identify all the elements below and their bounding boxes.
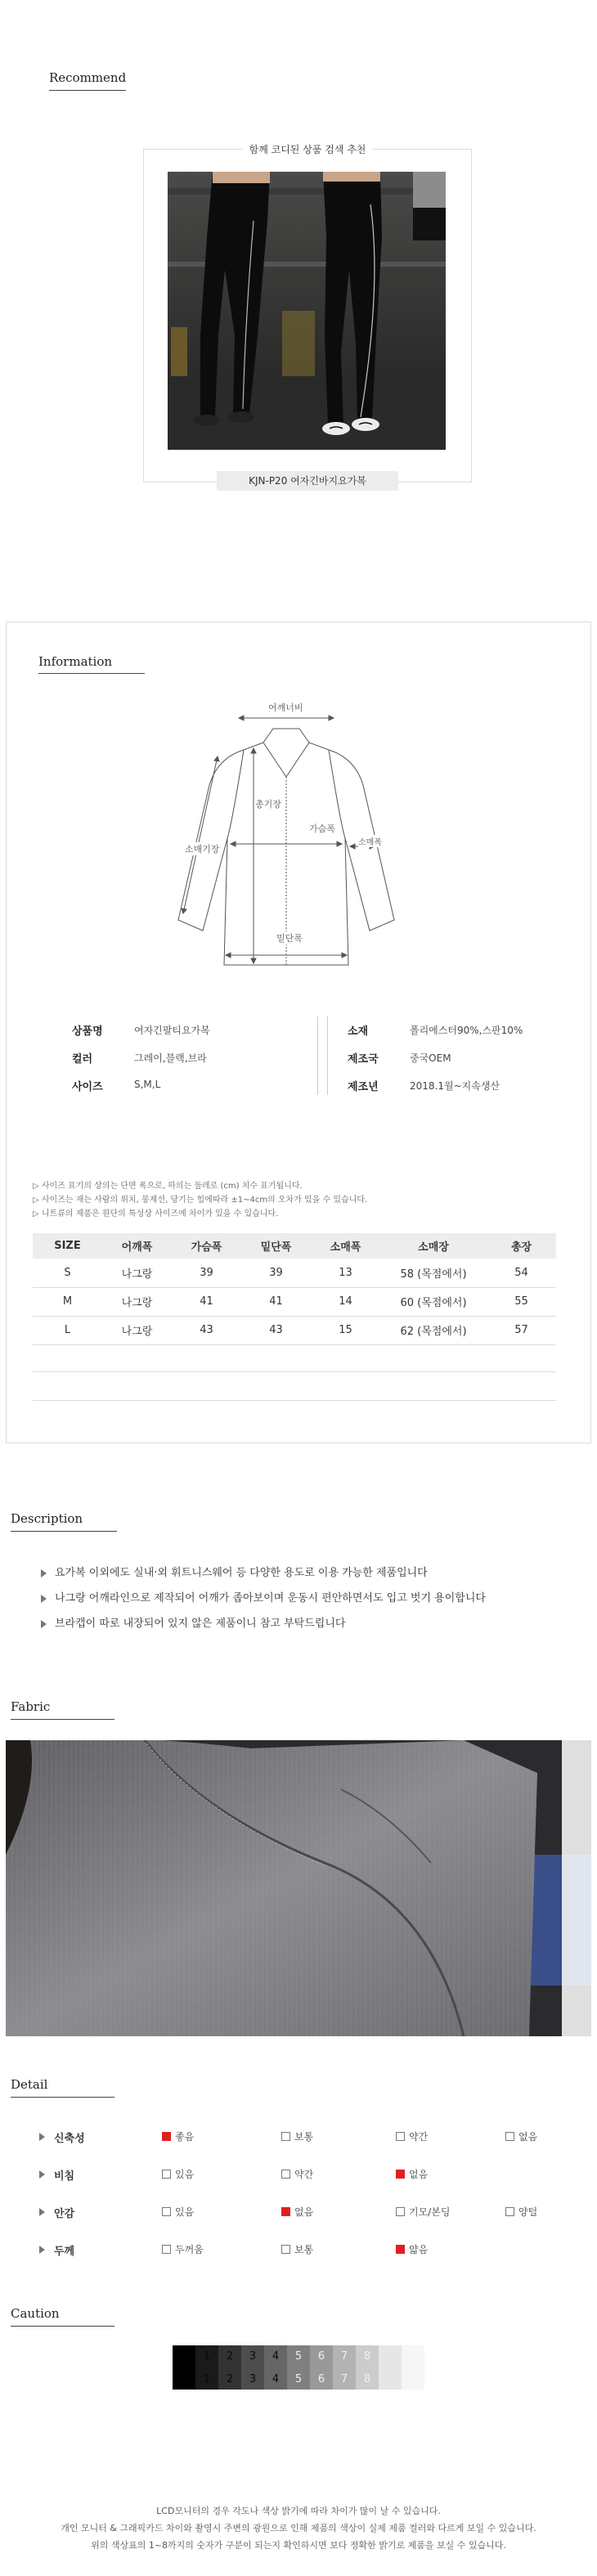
spec-value: 폴리에스터90%,스판10% [410,1025,523,1036]
brightness-swatch [195,2345,218,2390]
option-none[interactable]: 없음 [505,2129,537,2143]
checkbox-icon [162,2207,171,2216]
spec-value: S,M,L [134,1079,161,1090]
size-table-header [33,1233,556,1259]
caution-line: 위의 색상표의 1~8까지의 숫자가 구분이 되는지 확인하시면 보다 정확한 밝기로 제품을 보실 수 있습니다. [91,2540,506,2551]
col-chest: 가슴폭 [172,1233,241,1259]
option-wool[interactable]: 양털 [505,2205,537,2219]
checkbox-checked-icon [396,2245,405,2254]
option-good[interactable]: 좋음 [162,2129,194,2143]
checkbox-checked-icon [396,2170,405,2179]
caution-underline [11,2326,114,2327]
brightness-swatch [241,2345,264,2390]
table-cell: 나그랑 [102,1259,172,1287]
checkbox-checked-icon [281,2207,290,2216]
spec-label: 제조년 [348,1081,379,1093]
spec-label: 소재 [348,1025,369,1038]
brightness-swatch [356,2345,379,2390]
bullet-arrow-icon [39,2208,45,2216]
checkbox-icon [396,2207,405,2216]
swatch-number: 8 [363,2373,371,2385]
bullet-arrow-icon [41,1569,47,1577]
option-none[interactable]: 없음 [396,2167,428,2181]
brightness-swatch [173,2345,195,2390]
information-underline [38,673,145,674]
col-shoulder: 어깨폭 [102,1233,172,1259]
detail-row-transparency [39,2167,563,2182]
size-table [33,1233,556,1345]
description-title: Description [11,1511,83,1526]
table-cell: S [33,1259,102,1287]
swatch-number: 2 [226,2350,234,2363]
bullet-arrow-icon [39,2170,45,2179]
bullet-arrow-icon [39,2133,45,2141]
col-total-length: 총장 [487,1233,556,1259]
swatch-number: 1 [203,2350,211,2363]
fabric-title: Fabric [11,1699,51,1714]
option-none[interactable]: 없음 [281,2205,313,2219]
table-cell: 43 [241,1316,311,1344]
fabric-closeup-photo [6,1740,591,2036]
spec-value: 중국OEM [410,1052,451,1064]
recommend-underline [49,90,126,91]
col-sleeve-length: 소매장 [380,1233,487,1259]
diagram-label-sleeve-width: 소매폭 [358,835,382,847]
brightness-swatch [402,2345,424,2390]
table-cell: 60 (목점에서) [380,1287,487,1316]
detail-row-lining [39,2205,563,2219]
brightness-swatch [264,2345,287,2390]
checkbox-icon [162,2245,171,2254]
table-cell: 58 (목점에서) [380,1259,487,1287]
col-size: SIZE [33,1233,102,1259]
brightness-swatch [218,2345,241,2390]
detail-row-label: 두께 [54,2246,75,2258]
table-row [33,1316,556,1344]
caution-line: LCD모니터의 경우 각도나 색상 밝기에 따라 차이가 많이 날 수 있습니다. [156,2506,441,2516]
checkbox-icon [505,2132,514,2141]
table-cell: 41 [172,1287,241,1316]
swatch-number: 7 [340,2373,348,2385]
spec-value: 그레이,블랙,브라 [134,1052,207,1064]
swatch-number: 1 [203,2373,211,2385]
swatch-number: 4 [272,2350,280,2363]
swatch-number: 6 [317,2373,325,2385]
diagram-label-shoulder: 어깨너비 [268,702,303,713]
description-item: 나그랑 어깨라인으로 제작되어 어깨가 좁아보이며 운동시 편안하면서도 입고 벗기 용이합니다 [41,1589,486,1604]
spec-divider [327,1016,328,1095]
table-cell: 나그랑 [102,1287,172,1316]
caution-line: 개인 모니터 & 그래픽카드 차이와 촬영시 주변의 광원으로 인해 제품의 색상이 실제 제품 컬러와 다르게 보일 수 있습니다. [61,2523,536,2533]
table-cell: 43 [172,1316,241,1344]
spec-value: 여자긴팔티요가복 [134,1025,210,1036]
swatch-number: 7 [340,2350,348,2363]
brightness-swatch [333,2345,356,2390]
caution-notes [33,2502,564,2554]
caution-title: Caution [11,2306,60,2321]
bullet-arrow-icon [41,1620,47,1628]
spec-label: 제조국 [348,1053,379,1066]
table-row [33,1259,556,1287]
option-yes[interactable]: 있음 [162,2167,194,2181]
table-cell: 14 [311,1287,380,1316]
table-cell: 15 [311,1316,380,1344]
spec-label: 상품명 [72,1025,103,1038]
brightness-swatch [310,2345,333,2390]
option-thin[interactable]: 얇음 [396,2242,428,2256]
swatch-number: 2 [226,2373,234,2385]
option-normal[interactable]: 보통 [281,2242,313,2256]
checkbox-icon [281,2245,290,2254]
diagram-label-sleeve-length: 소매기장 [185,844,220,855]
recommend-product-photo[interactable] [168,172,446,450]
table-cell: 55 [487,1287,556,1316]
diagram-label-length: 총기장 [255,799,281,810]
description-item: 브라캡이 따로 내장되어 있지 않은 제품이니 참고 부탁드립니다 [41,1614,345,1630]
table-cell: L [33,1316,102,1344]
size-notes [33,1179,367,1221]
checkbox-icon [162,2170,171,2179]
checkbox-icon [396,2132,405,2141]
table-cell: 54 [487,1259,556,1287]
swatch-number: 6 [317,2350,325,2363]
spec-label: 컬러 [72,1053,93,1066]
table-empty-row [33,1371,556,1372]
table-cell: 13 [311,1259,380,1287]
detail-row-thickness [39,2242,563,2257]
table-cell: 나그랑 [102,1316,172,1344]
recommend-caption: 함께 코디된 상품 검색 추천 [143,142,472,156]
swatch-number: 3 [249,2350,257,2363]
option-thick[interactable]: 두꺼움 [162,2242,204,2256]
swatch-number: 5 [294,2350,303,2363]
detail-row-label: 신축성 [54,2133,85,2145]
checkbox-icon [281,2170,290,2179]
col-sleeve-width: 소매폭 [311,1233,380,1259]
table-cell: 62 (목점에서) [380,1316,487,1344]
swatch-number: 4 [272,2373,280,2385]
recommend-product-label[interactable]: KJN-P20 여자긴바지요가복 [217,471,398,491]
diagram-label-chest: 가슴폭 [309,824,335,834]
option-yes[interactable]: 있음 [162,2205,194,2219]
spec-value: 2018.1월~지속생산 [410,1080,500,1092]
table-empty-row [33,1400,556,1401]
option-normal[interactable]: 보통 [281,2129,313,2143]
table-row [33,1287,556,1316]
table-cell: 39 [241,1259,311,1287]
table-cell: 39 [172,1259,241,1287]
table-cell: 57 [487,1316,556,1344]
checkbox-icon [505,2207,514,2216]
detail-underline [11,2097,114,2098]
option-fleece-bonding[interactable]: 기모/본딩 [396,2205,450,2219]
detail-row-stretch [39,2129,563,2144]
col-hem: 밑단폭 [241,1233,311,1259]
size-note: ▷ 사이즈 표기의 상의는 단면 폭으로, 하의는 둘레로 (cm) 치수 표기됩니다. [33,1182,303,1191]
table-cell: 41 [241,1287,311,1316]
checkbox-checked-icon [162,2132,171,2141]
size-diagram [164,699,409,977]
swatch-number: 8 [363,2350,371,2363]
bullet-arrow-icon [39,2246,45,2254]
brightness-swatch-strip [173,2345,424,2390]
detail-title: Detail [11,2077,48,2092]
spec-label: 사이즈 [72,1081,103,1093]
size-note: ▷ 사이즈는 재는 사람의 위치, 봉제선, 당기는 힘에따라 ±1~4cm의 오차가 있을 수 있습니다. [33,1196,368,1205]
description-item: 요가복 이외에도 실내·외 휘트니스웨어 등 다양한 용도로 이용 가능한 제품입니다 [41,1564,428,1579]
detail-row-label: 안감 [54,2208,75,2220]
size-note: ▷ 니트류의 제품은 원단의 특성상 사이즈에 차이가 있을 수 있습니다. [33,1209,279,1218]
table-cell: M [33,1287,102,1316]
diagram-label-hem: 밑단폭 [276,933,303,944]
brightness-swatch [379,2345,402,2390]
fabric-underline [11,1719,114,1720]
swatch-number: 5 [294,2373,303,2385]
option-slight[interactable]: 약간 [281,2167,313,2181]
spec-divider [317,1016,318,1095]
brightness-swatch [287,2345,310,2390]
information-title: Information [38,654,113,669]
checkbox-icon [281,2132,290,2141]
recommend-title: Recommend [49,70,127,85]
bullet-arrow-icon [41,1595,47,1603]
detail-row-label: 비침 [54,2170,75,2183]
option-slight[interactable]: 약간 [396,2129,428,2143]
swatch-number: 3 [249,2373,257,2385]
description-underline [11,1531,117,1532]
